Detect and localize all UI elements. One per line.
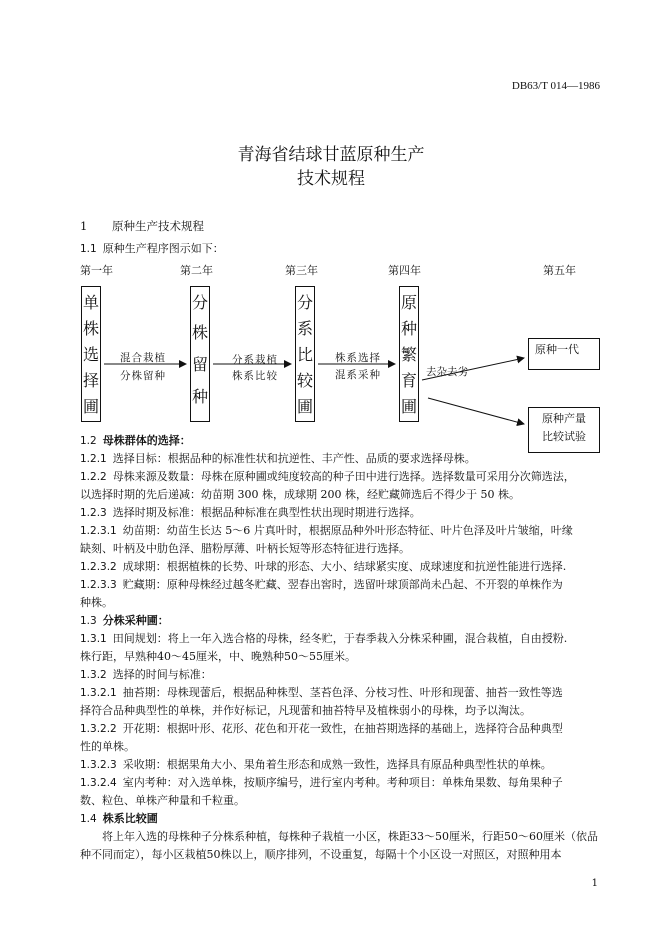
paragraph-continuation: 性的单株。 — [80, 740, 135, 753]
clause-text: 选择的时间与标准： — [112, 668, 212, 681]
clause-number: 1.3.2.2 — [80, 723, 117, 735]
paragraph — [80, 756, 600, 774]
section-title: 母株群体的选择： — [102, 434, 191, 447]
paragraph — [80, 558, 600, 576]
clause-text: 抽苔期：母株现蕾后，根据品种株型、茎苔色泽、分枝习性、叶形和现蕾、抽苔一致性等选 — [122, 686, 563, 699]
arrow-label: 混系采种 — [335, 369, 381, 381]
arrow-label: 株系比较 — [232, 370, 278, 382]
year-label: 第三年 — [285, 264, 318, 277]
clause-text: 田间规划：将上一年入选合格的母株，经冬贮，于春季栽入分株采种圃，混合栽植，自由授粉. — [112, 632, 568, 645]
clause-number: 1.2.3.3 — [80, 579, 117, 591]
clause-number: 1.2.3.1 — [80, 525, 117, 537]
paragraph-continuation: 缺刻、叶柄及中肋色泽、腊粉厚薄、叶柄长短等形态特征进行选择。 — [80, 542, 410, 555]
paragraph-continuation: 种株。 — [80, 596, 113, 609]
clause-text: 母株来源及数量：母株在原种圃或纯度较高的种子田中进行选择。选择数量可采用分次筛选法， — [112, 470, 575, 483]
paragraph — [80, 774, 600, 792]
clause-number: 1.3.1 — [80, 633, 107, 645]
clause-number: 1.3.2.1 — [80, 687, 117, 699]
box-char: 留 — [191, 355, 208, 374]
section-1-2-heading — [80, 432, 600, 450]
box-char: 分 — [191, 293, 208, 312]
box-char: 种 — [191, 387, 208, 406]
clause-text: 幼苗期：幼苗生长达 5～6 片真叶时，根据原品种外叶形态特征、叶片色泽及叶片皱缩，叶缘 — [122, 524, 573, 537]
document-title: 青海省结球甘蓝原种生产 — [237, 145, 425, 165]
box-label: 比较试验 — [542, 430, 586, 443]
box-char: 分 — [296, 293, 313, 312]
section-1-4-heading — [80, 810, 600, 828]
clause-number: 1.2.1 — [80, 453, 107, 465]
box-char: 原 — [400, 293, 417, 312]
document-subtitle: 技术规程 — [297, 169, 365, 189]
year-label: 第四年 — [388, 264, 421, 277]
paragraph — [80, 720, 600, 738]
clause-number: 1.2.2 — [80, 471, 107, 483]
paragraph-continuation: 株行距，早熟种40～45厘米，中、晚熟种50～55厘米。 — [80, 650, 356, 663]
section-title: 分株采种圃： — [102, 614, 169, 627]
clause-number: 1.2.3 — [80, 507, 107, 519]
box-char: 系 — [296, 319, 313, 338]
clause-text: 成球期：根据植株的长势、叶球的形态、大小、结球紧实度、成球速度和抗逆性能进行选择. — [122, 560, 567, 573]
year-label: 第二年 — [180, 264, 213, 277]
standard-number: DB63/T 014—1986 — [511, 80, 600, 92]
paragraph-continuation: 数、粒色、单株产种量和千粒重。 — [80, 794, 245, 807]
box-char: 单 — [82, 293, 99, 312]
paragraph — [80, 666, 600, 684]
box-char: 种 — [400, 319, 417, 338]
box-label: 原种一代 — [535, 343, 579, 356]
box-char: 圃 — [400, 397, 417, 416]
clause-text: 开花期：根据叶形、花形、花色和开花一致性，在抽苔期选择的基础上，选择符合品种典型 — [122, 722, 563, 735]
box-char: 比 — [296, 345, 313, 364]
box-char: 选 — [82, 345, 99, 364]
box-char: 株 — [191, 323, 208, 342]
paragraph — [80, 522, 600, 540]
section-title: 原种生产技术规程 — [112, 219, 204, 233]
paragraph — [80, 576, 600, 594]
arrow — [428, 398, 524, 424]
box-label: 原种产量 — [542, 412, 586, 425]
box-char: 株 — [82, 319, 99, 338]
box-char: 较 — [296, 371, 313, 390]
section-1-3-heading — [80, 612, 600, 630]
box-char: 圃 — [296, 397, 313, 416]
clause-text: 贮藏期：原种母株经过越冬贮藏、翌春出窖时，选留叶球顶部尚未凸起、不开裂的单株作为 — [122, 578, 563, 591]
box-char: 择 — [82, 371, 99, 390]
clause-number: 1.2.3.2 — [80, 561, 117, 573]
year-label: 第一年 — [80, 264, 113, 277]
section-title: 株系比较圃 — [102, 812, 158, 825]
section-number: 1.4 — [80, 813, 97, 825]
paragraph — [80, 684, 600, 702]
clause-number: 1.3.2.3 — [80, 759, 117, 771]
paragraph: 将上年入选的母株种子分株系种植，每株种子栽植一小区，株距33～50厘米，行距50～60厘米（依品种不同而定），每小区栽植50株以上，顺序排列，不设重复，每隔十个小区设一对照区，对照种用本 — [80, 830, 598, 861]
clause-number: 1.3.2 — [80, 669, 107, 681]
arrow-label: 分株留种 — [120, 370, 166, 382]
paragraph — [80, 504, 600, 522]
section-number: 1.1 — [80, 243, 97, 255]
box-char: 繁 — [400, 345, 417, 364]
arrow-label: 分系栽植 — [232, 354, 278, 366]
section-title: 原种生产程序图示如下： — [102, 242, 224, 255]
year-label: 第五年 — [543, 264, 576, 277]
clause-text: 选择目标：根据品种的标准性状和抗逆性、丰产性、品质的要求选择母株。 — [112, 452, 476, 465]
page-number: 1 — [591, 878, 598, 889]
clause-text: 室内考种：对入选单株，按顺序编号，进行室内考种。考种项目：单株角果数、每角果种子 — [122, 776, 563, 789]
paragraph — [80, 630, 600, 648]
paragraph — [80, 468, 600, 486]
arrow-label: 混合栽植 — [120, 352, 166, 364]
clause-number: 1.3.2.4 — [80, 777, 117, 789]
box-char: 育 — [400, 371, 417, 390]
arrow — [422, 358, 524, 380]
paragraph-continuation: 择符合品种典型性的单株，并作好标记，凡现蕾和抽苔特早及植株弱小的母株，均予以淘汰。 — [80, 704, 531, 717]
section-number: 1 — [80, 219, 88, 233]
paragraph-continuation: 以选择时期的先后递减：幼苗期 300 株，成球期 200 株，经贮藏筛选后不得少于 50 株。 — [80, 488, 520, 501]
clause-text: 选择时期及标准：根据品种标准在典型性状出现时期进行选择。 — [112, 506, 421, 519]
diagram-arrows — [0, 0, 662, 460]
arrow-label: 去杂去劣 — [426, 366, 468, 378]
paragraph — [80, 450, 600, 468]
clause-text: 采收期：根据果角大小、果角着生形态和成熟一致性，选择具有原品种典型性状的单株。 — [122, 758, 552, 771]
box-char: 圃 — [82, 397, 99, 416]
section-number: 1.2 — [80, 435, 97, 447]
section-number: 1.3 — [80, 615, 97, 627]
arrow-label: 株系选择 — [335, 352, 381, 364]
